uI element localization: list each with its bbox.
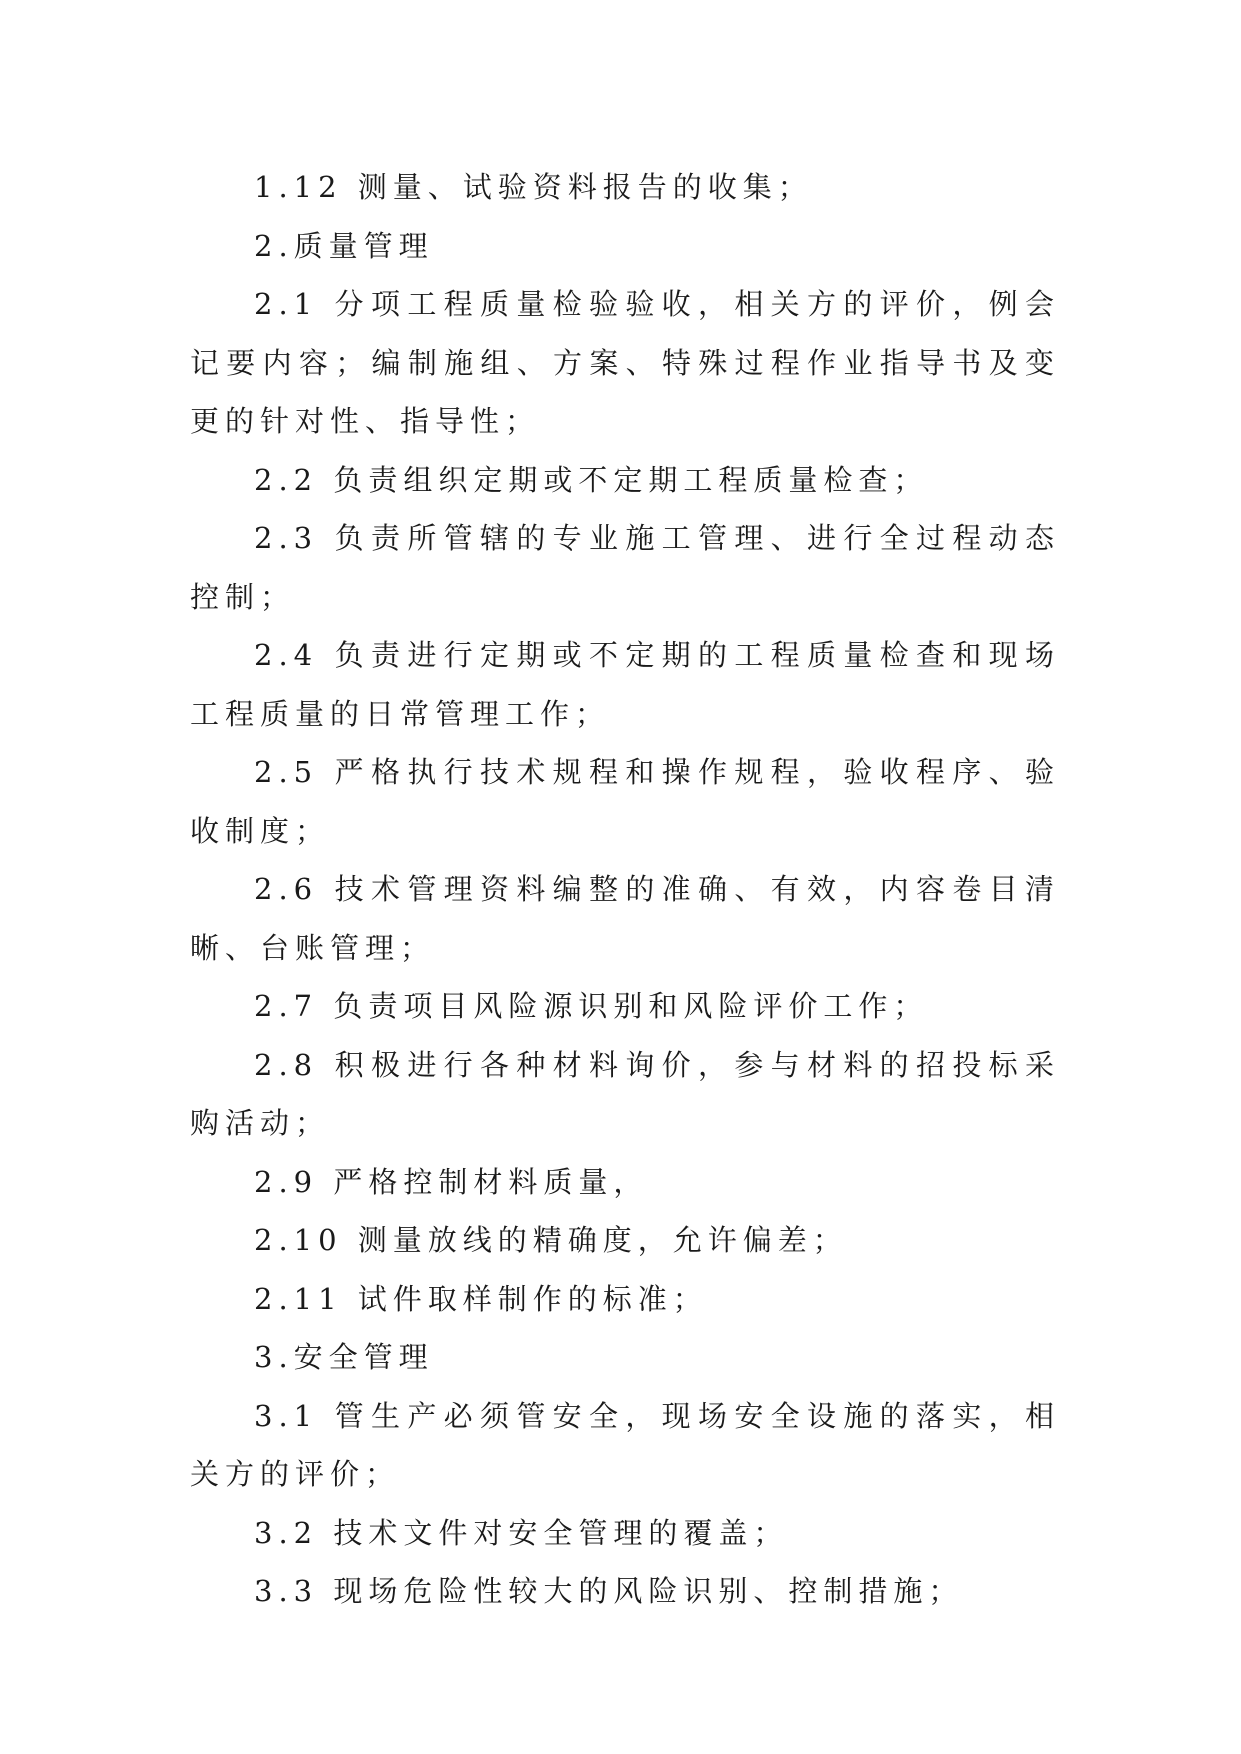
paragraph-2-3: 2.3 负责所管辖的专业施工管理、进行全过程动态控制； — [190, 521, 1060, 614]
paragraph-2-2: 2.2 负责组织定期或不定期工程质量检查； — [254, 462, 929, 497]
section-heading-quality: 2.质量管理 — [254, 228, 434, 263]
paragraph-2-10: 2.10 测量放线的精确度，允许偏差； — [254, 1223, 848, 1257]
paragraph-1-12: 1.12 测量、试验资料报告的收集； — [254, 170, 813, 204]
paragraph-3-3: 3.3 现场危险性较大的风险识别、控制措施； — [254, 1574, 964, 1608]
section-heading-safety: 3.安全管理 — [254, 1340, 434, 1374]
paragraph-2-9: 2.9 严格控制材料质量， — [254, 1164, 649, 1199]
paragraph-2-8: 2.8 积极进行各种材料询价，参与材料的招投标采购活动； — [190, 1047, 1060, 1140]
paragraph-2-7: 2.7 负责项目风险源识别和风险评价工作； — [254, 989, 929, 1023]
paragraph-2-11: 2.11 试件取样制作的标准； — [254, 1281, 708, 1316]
paragraph-2-4: 2.4 负责进行定期或不定期的工程质量检查和现场工程质量的日常管理工作； — [190, 638, 1060, 731]
paragraph-2-5: 2.5 严格执行技术规程和操作规程，验收程序、验收制度； — [190, 755, 1060, 848]
paragraph-2-1: 2.1 分项工程质量检验验收，相关方的评价，例会记要内容；编制施组、方案、特殊过程作业指导书及变更的针对性、指导性； — [190, 287, 1060, 438]
paragraph-3-2: 3.2 技术文件对安全管理的覆盖； — [254, 1515, 789, 1550]
paragraph-2-6: 2.6 技术管理资料编整的准确、有效，内容卷目清晰、台账管理； — [190, 872, 1060, 965]
document-body — [190, 158, 1060, 1621]
paragraph-3-1: 3.1 管生产必须管安全，现场安全设施的落实，相关方的评价； — [190, 1398, 1060, 1491]
